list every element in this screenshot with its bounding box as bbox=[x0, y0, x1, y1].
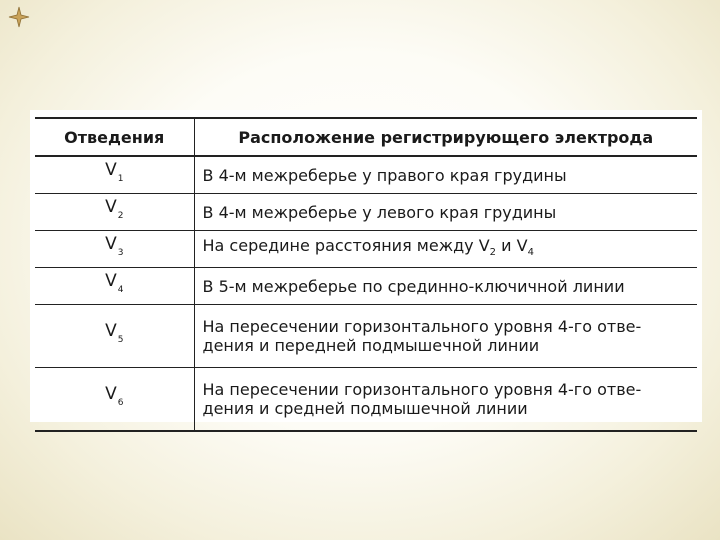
lead-letter: V bbox=[105, 160, 117, 180]
location-cell: В 4-м межреберье у правого края грудины bbox=[194, 156, 697, 194]
table-row bbox=[35, 194, 697, 231]
table-row bbox=[35, 305, 697, 368]
lead-index: 3 bbox=[117, 248, 124, 258]
location-line: На пересечении горизонтального уровня 4-го отве- bbox=[202, 380, 642, 399]
table-row bbox=[35, 231, 697, 268]
lead-cell bbox=[35, 194, 194, 231]
leads-table bbox=[35, 117, 697, 432]
location-cell bbox=[194, 231, 697, 268]
location-cell bbox=[194, 305, 697, 368]
table-row bbox=[35, 156, 697, 194]
location-subscript: 4 bbox=[527, 247, 534, 258]
location-line: На пересечении горизонтального уровня 4-го отве- bbox=[202, 317, 642, 336]
location-subscript: 2 bbox=[489, 247, 497, 258]
location-text: На середине расстояния между V bbox=[202, 236, 490, 255]
location-cell: В 4-м межреберье у левого края грудины bbox=[194, 194, 697, 231]
lead-cell bbox=[35, 305, 194, 368]
header-electrode-location: Расположение регистрирующего электрода bbox=[194, 118, 697, 156]
location-cell bbox=[194, 368, 697, 432]
lead-index: 4 bbox=[117, 285, 124, 295]
lead-letter: V bbox=[105, 271, 117, 291]
table-row bbox=[35, 268, 697, 305]
location-line: дения и средней подмышечной линии bbox=[202, 399, 528, 418]
lead-index: 1 bbox=[117, 174, 124, 184]
table-row bbox=[35, 368, 697, 432]
location-text: и V bbox=[496, 236, 528, 255]
lead-cell bbox=[35, 156, 194, 194]
lead-letter: V bbox=[105, 234, 117, 254]
lead-cell bbox=[35, 368, 194, 432]
location-line: дения и передней подмышечной линии bbox=[202, 336, 540, 355]
table-header-row bbox=[35, 118, 697, 156]
lead-cell bbox=[35, 231, 194, 268]
lead-cell bbox=[35, 268, 194, 305]
lead-index: 6 bbox=[117, 398, 124, 408]
lead-letter: V bbox=[105, 321, 117, 341]
lead-index: 5 bbox=[117, 335, 124, 345]
star-icon bbox=[8, 6, 30, 28]
table-panel bbox=[30, 110, 702, 422]
location-cell: В 5-м межреберье по срединно-ключичной линии bbox=[194, 268, 697, 305]
lead-letter: V bbox=[105, 384, 117, 404]
lead-index: 2 bbox=[117, 211, 124, 221]
lead-letter: V bbox=[105, 197, 117, 217]
header-leads: Отведения bbox=[35, 118, 194, 156]
